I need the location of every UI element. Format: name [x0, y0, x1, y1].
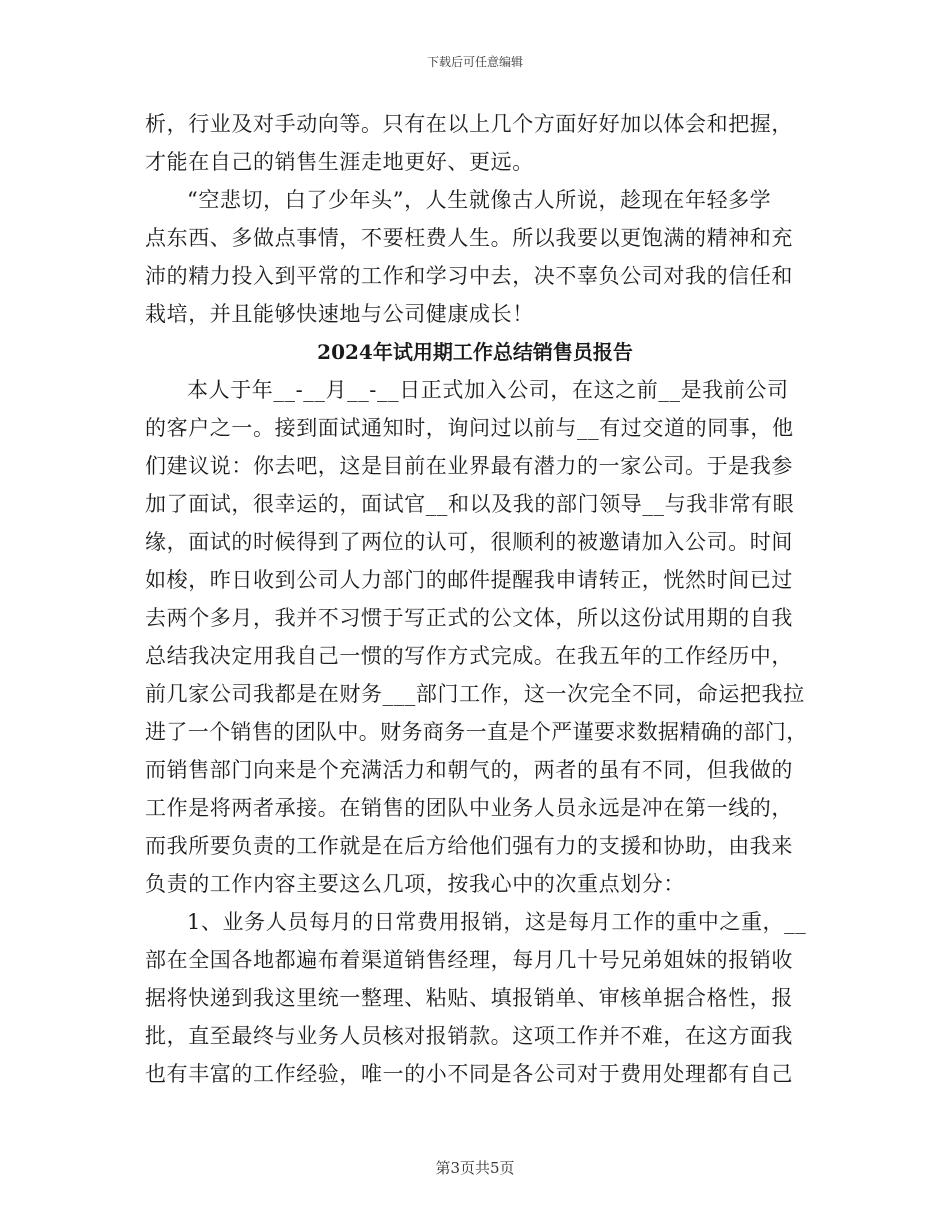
body-line: 的客户之一。接到面试通知时，询问过以前与__有过交道的同事，他 — [145, 416, 794, 440]
body-line: 析，行业及对手动向等。只有在以上几个方面好好加以体会和把握， — [145, 112, 793, 136]
body-line: 点东西、多做点事情，不要枉费人生。所以我要以更饱满的精神和充 — [145, 226, 793, 250]
body-line: 沛的精力投入到平常的工作和学习中去，决不辜负公司对我的信任和 — [145, 264, 793, 288]
body-line: 据将快递到我这里统一整理、粘贴、填报销单、审核单据合格性，报 — [145, 986, 793, 1010]
body-line: 总结我决定用我自己一惯的写作方式完成。在我五年的工作经历中， — [145, 644, 793, 668]
body-line: 进了一个销售的团队中。财务商务一直是个严谨要求数据精确的部门， — [145, 720, 808, 744]
section-title: 2024年试用期工作总结销售员报告 — [317, 340, 633, 364]
paragraph-first-line: 本人于年__-__月__-__日正式加入公司，在这之前__是我前公司 — [187, 378, 789, 402]
page-header: 下载后可任意编辑 — [426, 55, 523, 69]
body-line: 工作是将两者承接。在销售的团队中业务人员永远是冲在第一线的， — [145, 796, 793, 820]
body-line: 加了面试，很幸运的，面试官__和以及我的部门领导__与我非常有眼 — [145, 492, 795, 516]
body-line: 而销售部门向来是个充满活力和朝气的，两者的虽有不同，但我做的 — [145, 758, 793, 782]
body-line: 批，直至最终与业务人员核对报销款。这项工作并不难，在这方面我 — [145, 1024, 793, 1048]
body-line: 也有丰富的工作经验，唯一的小不同是各公司对于费用处理都有自己 — [145, 1062, 793, 1086]
body-line: 而我所要负责的工作就是在后方给他们强有力的支援和协助，由我来 — [145, 834, 793, 858]
body-line: 如梭，昨日收到公司人力部门的邮件提醒我申请转正，恍然时间已过 — [145, 568, 793, 592]
body-line: 缘，面试的时候得到了两位的认可，很顺利的被邀请加入公司。时间 — [145, 530, 793, 554]
page-footer: 第3页共5页 — [435, 1159, 515, 1177]
body-line: 们建议说：你去吧，这是目前在业界最有潜力的一家公司。于是我参 — [145, 454, 793, 478]
paragraph-first-line: 1、业务人员每月的日常费用报销，这是每月工作的重中之重，__ — [187, 910, 807, 934]
body-line: 栽培，并且能够快速地与公司健康成长！ — [145, 302, 534, 326]
body-line: 负责的工作内容主要这么几项，按我心中的次重点划分： — [145, 872, 685, 896]
body-line: 部在全国各地都遍布着渠道销售经理，每月几十号兄弟姐妹的报销收 — [145, 948, 793, 972]
body-line: 才能在自己的销售生涯走地更好、更远。 — [145, 150, 534, 174]
paragraph-first-line: “空悲切，白了少年头”，人生就像古人所说，趁现在年轻多学 — [187, 188, 772, 212]
body-line: 去两个多月，我并不习惯于写正式的公文体，所以这份试用期的自我 — [145, 606, 793, 630]
body-line: 前几家公司我都是在财务___部门工作，这一次完全不同，命运把我拉 — [145, 682, 805, 706]
